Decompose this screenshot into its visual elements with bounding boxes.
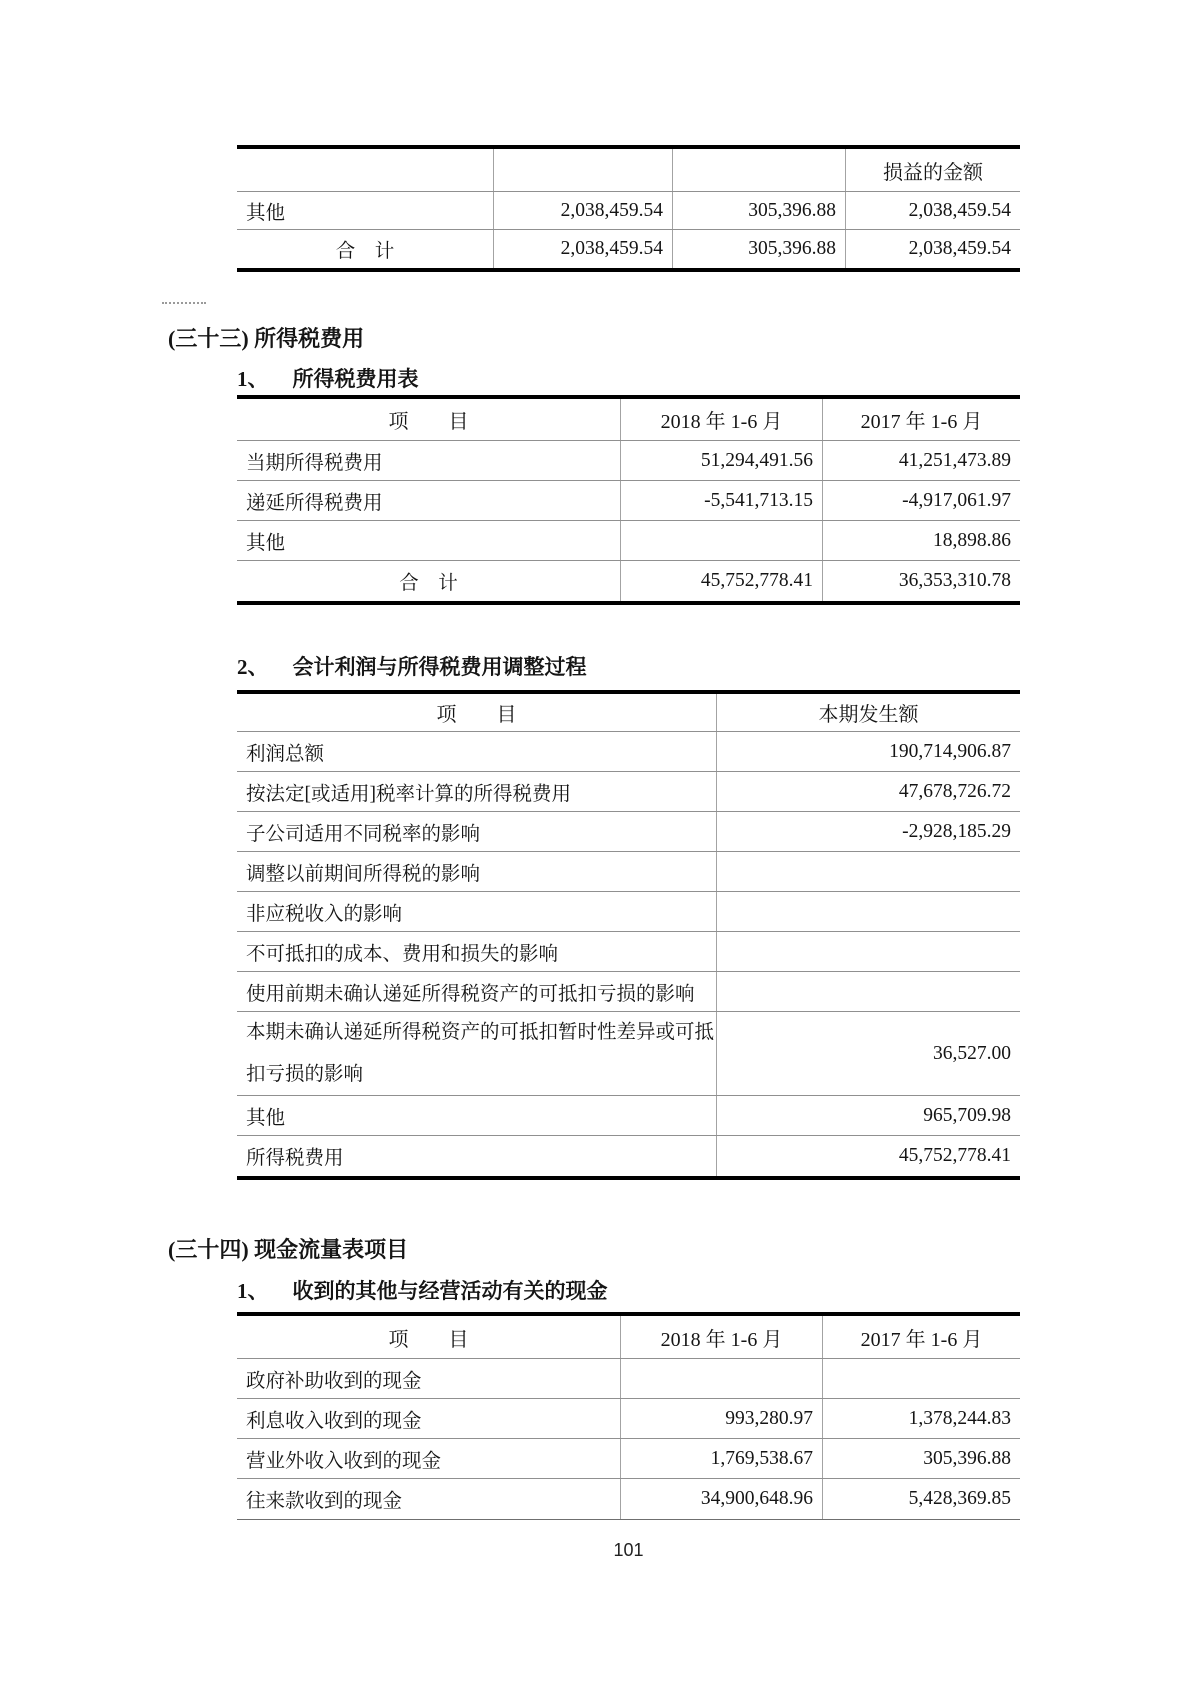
table-header-cell: 2018 年 1-6 月 (620, 1316, 822, 1358)
row-value-cell (716, 852, 1020, 891)
table-header-cell: 2017 年 1-6 月 (822, 1316, 1020, 1358)
row-value-cell: 47,678,726.72 (716, 772, 1020, 811)
subsection-income-tax-table-heading (237, 364, 419, 394)
row-value-cell: 51,294,491.56 (620, 441, 822, 480)
table-row (237, 932, 1020, 972)
table-row (237, 521, 1020, 561)
subsection-number: 1、 (237, 367, 269, 391)
row-value-cell: 36,527.00 (716, 1012, 1020, 1095)
row-label-cell: 合 计 (399, 573, 458, 594)
table-row (237, 1136, 1020, 1176)
row-value-cell: 36,353,310.78 (822, 561, 1020, 601)
row-value-cell: 305,396.88 (672, 230, 845, 268)
page-number: 101 (613, 1540, 644, 1560)
table-row (237, 1439, 1020, 1479)
subsection-title: 会计利润与所得税费用调整过程 (292, 655, 587, 679)
table-row (237, 732, 1020, 772)
row-value-cell: 305,396.88 (822, 1439, 1020, 1478)
row-value-cell (822, 1359, 1020, 1398)
row-value-cell: 2,038,459.54 (493, 230, 672, 268)
subsection-number: 1、 (237, 1279, 269, 1303)
row-value-cell: 45,752,778.41 (620, 561, 822, 601)
table-row (237, 230, 1020, 268)
row-label-cell: 营业外收入收到的现金 (246, 1450, 442, 1472)
row-label-cell: 按法定[或适用]税率计算的所得税费用 (246, 783, 571, 805)
row-value-cell: 2,038,459.54 (845, 192, 1020, 229)
row-label-cell: 利息收入收到的现金 (246, 1410, 422, 1432)
row-label-cell: 当期所得税费用 (246, 452, 383, 474)
row-value-cell: 41,251,473.89 (822, 441, 1020, 480)
table-row (237, 481, 1020, 521)
subsection-number: 2、 (237, 655, 269, 679)
row-label-cell: 递延所得税费用 (246, 492, 383, 514)
subsection-title: 所得税费用表 (292, 367, 419, 391)
income-tax-expense-table (237, 395, 1020, 605)
row-value-cell: 45,752,778.41 (716, 1136, 1020, 1176)
table-row (237, 772, 1020, 812)
row-value-cell: -2,928,185.29 (716, 812, 1020, 851)
table-header-cell: 项 目 (436, 704, 517, 726)
table-row (237, 441, 1020, 481)
table-row (237, 192, 1020, 230)
row-label-cell: 不可抵扣的成本、费用和损失的影响 (246, 943, 559, 965)
table-row (237, 972, 1020, 1012)
row-value-cell: 190,714,906.87 (716, 732, 1020, 771)
section-34-heading: (三十四) 现金流量表项目 (168, 1237, 409, 1262)
accounting-profit-adjustment-table (237, 690, 1020, 1180)
row-value-cell (716, 892, 1020, 931)
table-row (237, 561, 1020, 601)
table-row (237, 1012, 1020, 1096)
subsection-title: 收到的其他与经营活动有关的现金 (292, 1279, 608, 1303)
row-value-cell: 5,428,369.85 (822, 1479, 1020, 1519)
table-header-row (237, 149, 1020, 192)
row-label-cell: 利润总额 (246, 743, 325, 765)
row-label-cell: 调整以前期间所得税的影响 (246, 863, 481, 885)
row-label-cell: 所得税费用 (246, 1148, 344, 1169)
table-row (237, 1359, 1020, 1399)
table-header-row (237, 399, 1020, 441)
table-header-cell: 2017 年 1-6 月 (822, 399, 1020, 440)
row-value-cell (620, 1359, 822, 1398)
table-header-cell: 项 目 (388, 411, 469, 433)
row-value-cell: 1,378,244.83 (822, 1399, 1020, 1438)
row-value-cell: 993,280.97 (620, 1399, 822, 1438)
table-row (237, 1479, 1020, 1519)
row-label-cell: 使用前期未确认递延所得税资产的可抵扣亏损的影响 (246, 983, 695, 1005)
row-value-cell (620, 521, 822, 560)
cash-received-operating-table (237, 1312, 1020, 1520)
row-label-cell: 往来款收到的现金 (246, 1491, 403, 1512)
row-value-cell: 1,769,538.67 (620, 1439, 822, 1478)
subsection-adjustment-heading (237, 652, 587, 682)
row-value-cell: 18,898.86 (822, 521, 1020, 560)
row-label-cell: 其他 (246, 202, 286, 224)
row-label-cell: 其他 (246, 1107, 286, 1129)
table-header-cell (237, 149, 493, 191)
table-row (237, 892, 1020, 932)
row-label-cell: 子公司适用不同税率的影响 (246, 823, 481, 845)
table-header-cell (493, 149, 672, 191)
table-header-cell: 本期发生额 (716, 694, 1020, 731)
row-value-cell: 965,709.98 (716, 1096, 1020, 1135)
table-header-cell: 损益的金额 (845, 149, 1020, 191)
gains-losses-summary-table (237, 145, 1020, 272)
row-value-cell (716, 972, 1020, 1011)
row-value-cell: 305,396.88 (672, 192, 845, 229)
section-33-heading: (三十三) 所得税费用 (168, 326, 365, 351)
row-label-cell: 非应税收入的影响 (246, 903, 403, 925)
row-label-cell: 合 计 (335, 241, 395, 262)
row-label-cell: 政府补助收到的现金 (246, 1370, 422, 1392)
row-value-cell (716, 932, 1020, 971)
table-header-cell (672, 149, 845, 191)
row-label-cell: 其他 (246, 532, 286, 554)
subsection-other-cash-heading (237, 1276, 608, 1306)
margin-dash-mark (162, 302, 206, 304)
row-label-cell: 本期未确认递延所得税资产的可抵扣暂时性差异或可抵扣亏损的影响 (246, 1021, 715, 1085)
table-row (237, 1096, 1020, 1136)
table-row (237, 852, 1020, 892)
row-value-cell: -5,541,713.15 (620, 481, 822, 520)
table-header-cell: 项 目 (388, 1328, 469, 1351)
table-header-row (237, 1316, 1020, 1359)
row-value-cell: -4,917,061.97 (822, 481, 1020, 520)
table-row (237, 1399, 1020, 1439)
table-row (237, 812, 1020, 852)
row-value-cell: 2,038,459.54 (493, 192, 672, 229)
row-value-cell: 34,900,648.96 (620, 1479, 822, 1519)
table-header-row (237, 694, 1020, 732)
row-value-cell: 2,038,459.54 (845, 230, 1020, 268)
table-header-cell: 2018 年 1-6 月 (620, 399, 822, 440)
